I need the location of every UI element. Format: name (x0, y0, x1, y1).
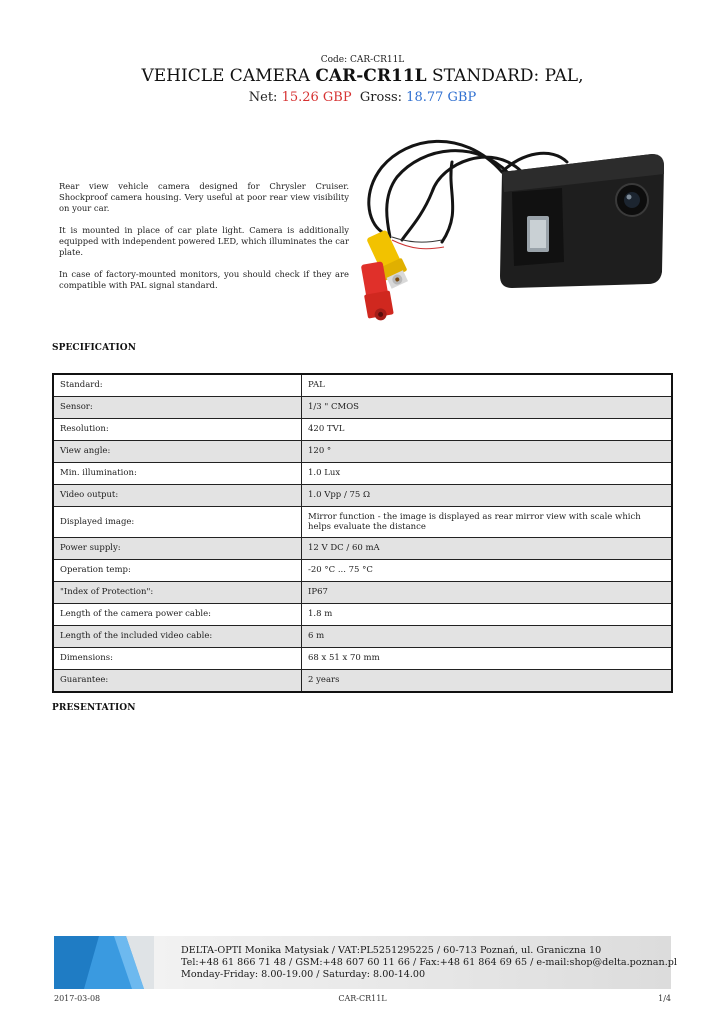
spec-key: Standard: (53, 374, 302, 397)
spec-key: View angle: (53, 441, 302, 463)
product-code-line: Code: CAR-CR11L (320, 55, 405, 65)
company-contact (181, 945, 677, 981)
company-logo-icon (54, 936, 154, 989)
net-label: Net: (248, 90, 282, 105)
title-prefix: VEHICLE CAMERA (141, 66, 316, 86)
company-address: DELTA-OPTI Monika Matysiak / VAT:PL5251295225 / 60-713 Poznań, ul. Graniczna 10 (181, 945, 602, 956)
table-row (53, 604, 672, 626)
table-row (53, 648, 672, 670)
spec-key: Dimensions: (53, 648, 302, 670)
spec-value: 2 years (302, 670, 673, 693)
spec-key: Power supply: (53, 538, 302, 560)
specification-heading: SPECIFICATION (52, 343, 137, 353)
table-row (53, 485, 672, 507)
description-paragraph: In case of factory-mounted monitors, you should check if they are compatible with PAL signal standard. (59, 269, 349, 290)
description-paragraph: Rear view vehicle camera designed for Chrysler Cruiser. Shockproof camera housing. Very useful at poor rear view visibility on your car. (59, 181, 349, 213)
spec-value: 1.0 Vpp / 75 Ω (302, 485, 673, 507)
spec-key: Length of the camera power cable: (53, 604, 302, 626)
spec-key: Displayed image: (53, 507, 302, 538)
table-row (53, 507, 672, 538)
company-hours: Monday-Friday: 8.00-19.00 / Saturday: 8.00-14.00 (181, 969, 426, 980)
table-row (53, 419, 672, 441)
spec-value: 1/3 " CMOS (302, 397, 673, 419)
gross-label: Gross: (359, 90, 407, 105)
table-row (53, 670, 672, 693)
specification-table (52, 373, 673, 693)
company-phones: Tel:+48 61 866 71 48 / GSM:+48 607 60 11 66 / Fax:+48 61 864 69 65 / e-mail:shop@delta.poznan.pl (181, 957, 677, 968)
table-row (53, 463, 672, 485)
camera-product-image (352, 132, 672, 327)
table-row (53, 397, 672, 419)
title-suffix: STANDARD: PAL, (426, 66, 584, 86)
spec-key: Min. illumination: (53, 463, 302, 485)
spec-value: IP67 (302, 582, 673, 604)
price-line (0, 90, 725, 105)
spec-value: 1.0 Lux (302, 463, 673, 485)
table-row (53, 626, 672, 648)
table-row (53, 582, 672, 604)
spec-value: 120 ° (302, 441, 673, 463)
spec-value: 420 TVL (302, 419, 673, 441)
spec-key: "Index of Protection": (53, 582, 302, 604)
spec-key: Resolution: (53, 419, 302, 441)
table-row (53, 560, 672, 582)
title-model: CAR-CR11L (315, 66, 427, 86)
spec-key: Video output: (53, 485, 302, 507)
table-row (53, 441, 672, 463)
page-number: 1/4 (658, 994, 671, 1003)
spec-key: Operation temp: (53, 560, 302, 582)
page-title (0, 66, 725, 86)
net-price: 15.26 GBP (281, 90, 352, 105)
spec-key: Length of the included video cable: (53, 626, 302, 648)
description-paragraph: It is mounted in place of car plate light. Camera is additionally equipped with independent powered LED, which illuminates the car plate. (59, 225, 349, 257)
product-description (59, 181, 349, 302)
table-row (53, 374, 672, 397)
document-code: CAR-CR11L (338, 994, 387, 1003)
spec-value: 68 x 51 x 70 mm (302, 648, 673, 670)
document-date: 2017-03-08 (54, 994, 101, 1003)
table-row (53, 538, 672, 560)
spec-value: PAL (302, 374, 673, 397)
spec-value: 6 m (302, 626, 673, 648)
spec-value: -20 °C ... 75 °C (302, 560, 673, 582)
spec-key: Sensor: (53, 397, 302, 419)
gross-price: 18.77 GBP (406, 90, 477, 105)
spec-key: Guarantee: (53, 670, 302, 693)
presentation-heading: PRESENTATION (52, 703, 136, 713)
spec-value: Mirror function - the image is displayed as rear mirror view with scale which helps evaluate the distance (302, 507, 673, 538)
spec-value: 1.8 m (302, 604, 673, 626)
spec-value: 12 V DC / 60 mA (302, 538, 673, 560)
company-footer (54, 936, 677, 989)
